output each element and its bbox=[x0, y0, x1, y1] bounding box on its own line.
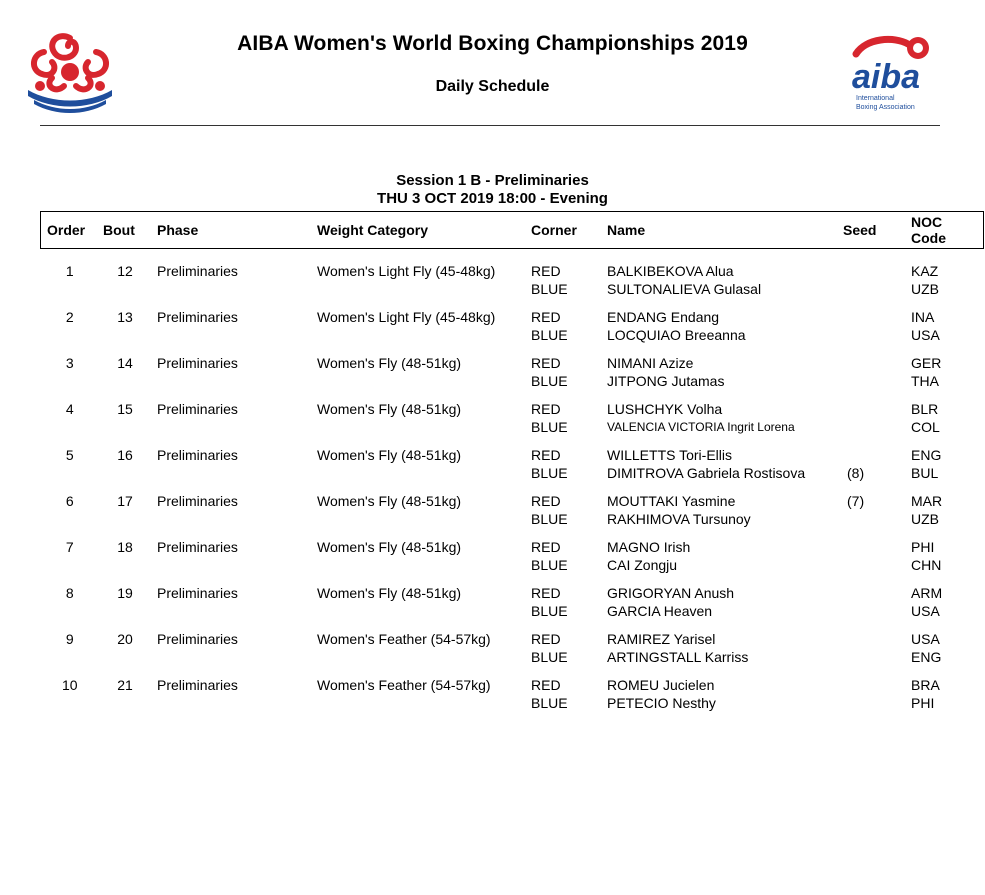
red-noc: ARM bbox=[911, 585, 943, 601]
cell-order: 1 bbox=[65, 263, 74, 279]
table-row bbox=[41, 492, 984, 538]
table-row bbox=[41, 538, 984, 584]
aiba-logo-wordmark: aiba bbox=[852, 58, 921, 96]
red-seed bbox=[843, 630, 905, 648]
cell-bout: 21 bbox=[117, 677, 133, 693]
col-header-noc-line1: NOC bbox=[911, 214, 943, 230]
cell-bout: 16 bbox=[117, 447, 133, 463]
corner-blue: BLUE bbox=[531, 695, 568, 711]
cell-bout: 13 bbox=[117, 309, 133, 325]
cell-name bbox=[601, 249, 837, 309]
cell-seed bbox=[837, 354, 905, 400]
blue-noc: USA bbox=[911, 603, 940, 619]
red-noc: ENG bbox=[911, 447, 942, 463]
blue-noc: THA bbox=[911, 373, 939, 389]
cell-weight: Women's Fly (48-51kg) bbox=[317, 493, 462, 509]
cell-bout: 17 bbox=[117, 493, 133, 509]
blue-noc: BUL bbox=[911, 465, 939, 481]
blue-seed bbox=[843, 556, 905, 574]
red-seed bbox=[843, 538, 905, 556]
blue-boxer-name: CAI Zongju bbox=[607, 557, 678, 573]
cell-phase: Preliminaries bbox=[157, 493, 238, 509]
red-seed bbox=[843, 676, 905, 694]
cell-phase: Preliminaries bbox=[157, 631, 238, 647]
cell-name bbox=[601, 584, 837, 630]
aiba-logo-caption-1: International bbox=[856, 95, 895, 102]
cell-bout: 20 bbox=[117, 631, 133, 647]
cell-order: 7 bbox=[65, 539, 74, 555]
cell-seed bbox=[837, 446, 905, 492]
blue-boxer-name: VALENCIA VICTORIA Ingrit Lorena bbox=[607, 420, 795, 434]
cell-bout: 18 bbox=[117, 539, 133, 555]
blue-boxer-name: JITPONG Jutamas bbox=[607, 373, 725, 389]
red-seed bbox=[843, 584, 905, 602]
corner-red: RED bbox=[531, 677, 561, 693]
aiba-logo-caption-2: Boxing Association bbox=[856, 104, 915, 111]
col-header-seed: Seed bbox=[837, 212, 905, 249]
cell-seed bbox=[837, 676, 905, 722]
cell-weight: Women's Fly (48-51kg) bbox=[317, 447, 462, 463]
red-seed: (7) bbox=[847, 493, 865, 509]
session-heading bbox=[0, 172, 985, 208]
col-header-noc bbox=[905, 212, 984, 249]
corner-blue: BLUE bbox=[531, 327, 568, 343]
cell-phase: Preliminaries bbox=[157, 263, 238, 279]
corner-blue: BLUE bbox=[531, 511, 568, 527]
blue-seed bbox=[843, 510, 905, 528]
cell-order: 3 bbox=[65, 355, 74, 371]
red-noc: USA bbox=[911, 631, 940, 647]
cell-corner bbox=[525, 676, 601, 722]
red-noc: MAR bbox=[911, 493, 943, 509]
corner-blue: BLUE bbox=[531, 465, 568, 481]
red-noc: BLR bbox=[911, 401, 939, 417]
cell-order: 10 bbox=[61, 677, 78, 693]
cell-seed bbox=[837, 249, 905, 309]
red-noc: GER bbox=[911, 355, 942, 371]
page-subtitle: Daily Schedule bbox=[435, 78, 550, 95]
cell-noc bbox=[905, 630, 984, 676]
corner-red: RED bbox=[531, 401, 561, 417]
col-header-name: Name bbox=[601, 212, 837, 249]
cell-order: 2 bbox=[65, 309, 74, 325]
red-seed bbox=[843, 308, 905, 326]
red-boxer-name: NIMANI Azize bbox=[607, 355, 694, 371]
cell-phase: Preliminaries bbox=[157, 585, 238, 601]
red-boxer-name: MAGNO Irish bbox=[607, 539, 691, 555]
cell-seed bbox=[837, 308, 905, 354]
cell-seed bbox=[837, 630, 905, 676]
cell-noc bbox=[905, 492, 984, 538]
session-title: Session 1 B - Preliminaries bbox=[396, 172, 589, 189]
red-seed bbox=[843, 354, 905, 372]
cell-weight: Women's Light Fly (45-48kg) bbox=[317, 309, 496, 325]
cell-corner bbox=[525, 492, 601, 538]
cell-phase: Preliminaries bbox=[157, 401, 238, 417]
red-boxer-name: MOUTTAKI Yasmine bbox=[607, 493, 736, 509]
page-title: AIBA Women's World Boxing Championships 2019 bbox=[237, 32, 748, 55]
cell-corner bbox=[525, 446, 601, 492]
red-noc: PHI bbox=[911, 539, 935, 555]
corner-blue: BLUE bbox=[531, 419, 568, 435]
table-row bbox=[41, 308, 984, 354]
table-row bbox=[41, 630, 984, 676]
cell-name bbox=[601, 538, 837, 584]
cell-weight: Women's Light Fly (45-48kg) bbox=[317, 263, 496, 279]
cell-name bbox=[601, 400, 837, 446]
red-seed bbox=[843, 446, 905, 464]
corner-blue: BLUE bbox=[531, 281, 568, 297]
cell-bout: 15 bbox=[117, 401, 133, 417]
cell-corner bbox=[525, 308, 601, 354]
cell-name bbox=[601, 354, 837, 400]
cell-order: 8 bbox=[65, 585, 74, 601]
blue-boxer-name: LOCQUIAO Breeanna bbox=[607, 327, 746, 343]
red-boxer-name: WILLETTS Tori-Ellis bbox=[607, 447, 732, 463]
col-header-order: Order bbox=[41, 212, 100, 249]
col-header-phase: Phase bbox=[151, 212, 311, 249]
cell-noc bbox=[905, 676, 984, 722]
blue-noc: USA bbox=[911, 327, 940, 343]
cell-phase: Preliminaries bbox=[157, 309, 238, 325]
red-boxer-name: ROMEU Jucielen bbox=[607, 677, 715, 693]
col-header-noc-line2: Code bbox=[911, 230, 946, 246]
blue-seed bbox=[843, 648, 905, 666]
cell-phase: Preliminaries bbox=[157, 355, 238, 371]
table-row bbox=[41, 446, 984, 492]
cell-order: 6 bbox=[65, 493, 74, 509]
cell-bout: 19 bbox=[117, 585, 133, 601]
blue-seed: (8) bbox=[847, 465, 865, 481]
corner-red: RED bbox=[531, 493, 561, 509]
red-boxer-name: LUSHCHYK Volha bbox=[607, 401, 723, 417]
cell-noc bbox=[905, 584, 984, 630]
corner-red: RED bbox=[531, 539, 561, 555]
cell-order: 5 bbox=[65, 447, 74, 463]
red-boxer-name: BALKIBEKOVA Alua bbox=[607, 263, 734, 279]
corner-red: RED bbox=[531, 631, 561, 647]
table-row bbox=[41, 676, 984, 722]
blue-boxer-name: SULTONALIEVA Gulasal bbox=[607, 281, 762, 297]
document-header bbox=[0, 0, 985, 130]
cell-weight: Women's Feather (54-57kg) bbox=[317, 677, 491, 693]
cell-noc bbox=[905, 400, 984, 446]
blue-boxer-name: RAKHIMOVA Tursunoy bbox=[607, 511, 751, 527]
cell-corner bbox=[525, 630, 601, 676]
cell-name bbox=[601, 492, 837, 538]
col-header-bout: Bout bbox=[99, 212, 151, 249]
blue-noc: COL bbox=[911, 419, 940, 435]
cell-name bbox=[601, 446, 837, 492]
cell-phase: Preliminaries bbox=[157, 677, 238, 693]
schedule-table bbox=[40, 211, 984, 722]
cell-seed bbox=[837, 584, 905, 630]
cell-corner bbox=[525, 354, 601, 400]
red-noc: INA bbox=[911, 309, 935, 325]
cell-corner bbox=[525, 538, 601, 584]
blue-seed bbox=[843, 326, 905, 344]
blue-noc: UZB bbox=[911, 511, 939, 527]
cell-noc bbox=[905, 446, 984, 492]
red-boxer-name: ENDANG Endang bbox=[607, 309, 720, 325]
cell-weight: Women's Feather (54-57kg) bbox=[317, 631, 491, 647]
cell-name bbox=[601, 308, 837, 354]
blue-boxer-name: ARTINGSTALL Karriss bbox=[607, 649, 749, 665]
cell-noc bbox=[905, 354, 984, 400]
red-seed bbox=[843, 262, 905, 280]
blue-noc: UZB bbox=[911, 281, 939, 297]
cell-name bbox=[601, 676, 837, 722]
blue-boxer-name: GARCIA Heaven bbox=[607, 603, 713, 619]
table-row bbox=[41, 354, 984, 400]
cell-bout: 12 bbox=[117, 263, 133, 279]
table-row bbox=[41, 400, 984, 446]
table-row bbox=[41, 249, 984, 309]
table-header-row bbox=[41, 212, 984, 249]
blue-seed bbox=[843, 694, 905, 712]
cell-noc bbox=[905, 249, 984, 309]
cell-corner bbox=[525, 249, 601, 309]
cell-weight: Women's Fly (48-51kg) bbox=[317, 401, 462, 417]
schedule-table-container bbox=[40, 211, 946, 722]
corner-red: RED bbox=[531, 355, 561, 371]
corner-red: RED bbox=[531, 309, 561, 325]
red-boxer-name: GRIGORYAN Anush bbox=[607, 585, 735, 601]
blue-boxer-name: PETECIO Nesthy bbox=[607, 695, 716, 711]
col-header-weight: Weight Category bbox=[311, 212, 525, 249]
session-datetime: THU 3 OCT 2019 18:00 - Evening bbox=[377, 190, 608, 207]
cell-order: 4 bbox=[65, 401, 74, 417]
cell-corner bbox=[525, 584, 601, 630]
cell-noc bbox=[905, 538, 984, 584]
blue-noc: CHN bbox=[911, 557, 942, 573]
corner-blue: BLUE bbox=[531, 603, 568, 619]
aiba-logo bbox=[846, 32, 938, 112]
blue-noc: ENG bbox=[911, 649, 942, 665]
corner-blue: BLUE bbox=[531, 373, 568, 389]
cell-seed bbox=[837, 400, 905, 446]
cell-phase: Preliminaries bbox=[157, 539, 238, 555]
corner-blue: BLUE bbox=[531, 649, 568, 665]
red-noc: KAZ bbox=[911, 263, 939, 279]
blue-seed bbox=[843, 602, 905, 620]
cell-order: 9 bbox=[65, 631, 74, 647]
cell-weight: Women's Fly (48-51kg) bbox=[317, 355, 462, 371]
corner-blue: BLUE bbox=[531, 557, 568, 573]
corner-red: RED bbox=[531, 585, 561, 601]
red-noc: BRA bbox=[911, 677, 940, 693]
col-header-corner: Corner bbox=[525, 212, 601, 249]
blue-seed bbox=[843, 418, 905, 436]
corner-red: RED bbox=[531, 263, 561, 279]
blue-seed bbox=[843, 280, 905, 298]
blue-boxer-name: DIMITROVA Gabriela Rostisova bbox=[607, 465, 806, 481]
corner-red: RED bbox=[531, 447, 561, 463]
red-seed bbox=[843, 400, 905, 418]
blue-seed bbox=[843, 372, 905, 390]
cell-weight: Women's Fly (48-51kg) bbox=[317, 585, 462, 601]
cell-noc bbox=[905, 308, 984, 354]
red-boxer-name: RAMIREZ Yarisel bbox=[607, 631, 716, 647]
blue-noc: PHI bbox=[911, 695, 935, 711]
cell-weight: Women's Fly (48-51kg) bbox=[317, 539, 462, 555]
cell-phase: Preliminaries bbox=[157, 447, 238, 463]
table-row bbox=[41, 584, 984, 630]
cell-seed bbox=[837, 492, 905, 538]
cell-bout: 14 bbox=[117, 355, 133, 371]
cell-name bbox=[601, 630, 837, 676]
header-divider bbox=[40, 125, 940, 126]
cell-seed bbox=[837, 538, 905, 584]
cell-corner bbox=[525, 400, 601, 446]
